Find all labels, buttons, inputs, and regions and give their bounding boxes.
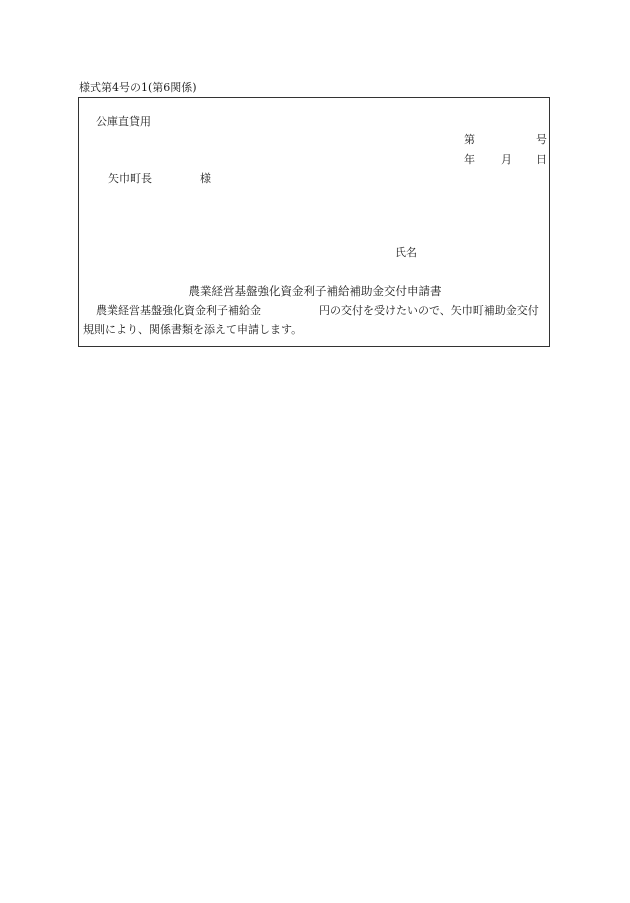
body-text-subsidy-name: 農業経営基盤強化資金利子補給金 [96,304,261,317]
body-text-amount-clause: 円の交付を受けたいので、矢巾町補助金交付 [319,304,539,317]
addressee-honorific: 様 [200,172,211,185]
addressee-title: 矢巾町長 [108,172,152,185]
date-month-label: 月 [501,153,512,166]
body-text-line-2: 規則により、関係書類を添えて申請します。 [83,323,303,336]
form-number: 様式第4号の1(第6関係) [79,81,197,94]
date-year-label: 年 [464,153,475,166]
document-number-prefix: 第 [464,133,475,146]
applicant-name-label: 氏名 [395,246,417,259]
document-number-suffix: 号 [536,133,547,146]
usage-label: 公庫直貸用 [96,115,151,128]
date-day-label: 日 [536,153,547,166]
document-title: 農業経営基盤強化資金利子補給補助金交付申請書 [188,284,442,298]
